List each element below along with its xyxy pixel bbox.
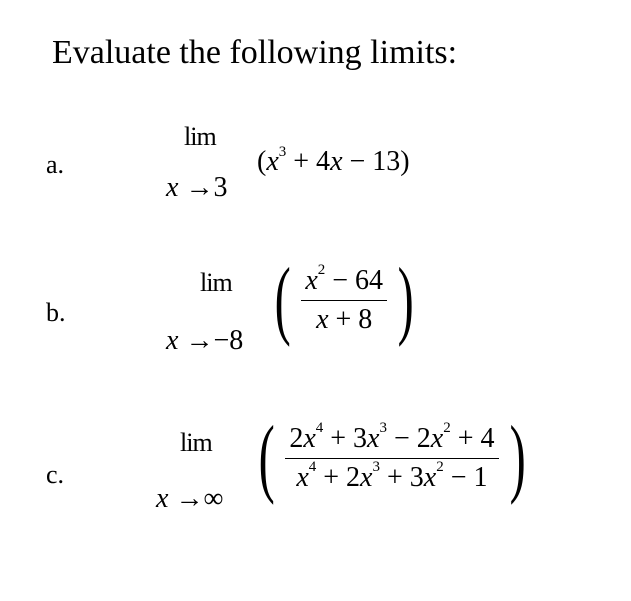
problem-b-lim: lim [200,268,232,297]
left-paren: ( [274,251,291,348]
fraction-bar [285,458,498,459]
problem-c-fraction-group [252,409,532,506]
problem-c-numerator: $2x^4 + 3x^3 - 2x^2 + 4$ [289,420,495,454]
problem-a-approach: x →3 [166,172,228,203]
problem-c-denominator: $x^4 + 2x^3 + 3x^2 - 1$ [296,459,488,493]
problem-b-label: b. [46,298,66,327]
right-paren: ) [397,251,414,348]
problem-b-numerator: $x^2 - 64$ [305,262,384,296]
left-paren: ( [258,409,275,506]
page-title: Evaluate the following limits: [52,34,458,71]
problem-b-fraction-group [268,251,420,348]
problem-c-label: c. [46,460,65,489]
problem-b-approach: x →−8 [166,325,244,356]
problem-c-approach: x →∞ [156,483,224,514]
fraction-bar [301,300,387,301]
right-paren: ) [509,409,526,506]
problem-c-fraction [285,420,498,494]
problem-b-denominator: x + 8 [316,303,373,335]
problem-b-fraction [301,262,387,336]
problem-c-lim: lim [180,428,212,457]
problem-a-lim: lim [184,122,216,151]
problem-a-label: a. [46,150,65,179]
problem-a-expression: $(x^3 + 4x - 13)$ [257,143,410,177]
